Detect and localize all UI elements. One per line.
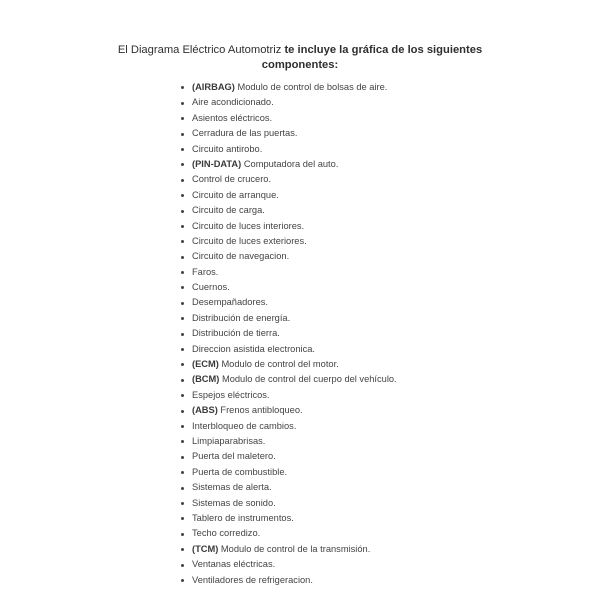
list-item: [181, 80, 397, 95]
component-text: Sistemas de alerta.: [192, 482, 272, 493]
component-text: Faros.: [192, 266, 219, 277]
component-text: Control de crucero.: [192, 174, 272, 185]
component-text: Frenos antibloqueo.: [217, 405, 303, 416]
component-text: Ventanas eléctricas.: [192, 559, 276, 570]
component-code: (BCM): [192, 374, 220, 385]
list-item: [181, 496, 397, 511]
component-text: Puerta del maletero.: [192, 451, 276, 462]
list-item: [181, 480, 397, 495]
list-item: [181, 311, 397, 326]
heading-intro-text: El Diagrama Eléctrico Automotriz: [117, 44, 285, 56]
component-code: (TCM): [192, 543, 219, 554]
component-text: Tablero de instrumentos.: [192, 512, 294, 523]
list-item: [181, 326, 397, 341]
list-item: [181, 249, 397, 264]
list-item: [181, 188, 397, 203]
list-item: [181, 388, 397, 403]
list-item: [181, 219, 397, 234]
component-text: Aire acondicionado.: [192, 97, 274, 108]
component-text: Modulo de control del cuerpo del vehículo.: [219, 374, 397, 385]
list-item: [181, 342, 397, 357]
component-code: (AIRBAG): [192, 82, 235, 92]
component-code: (ECM): [192, 359, 219, 370]
component-text: Cuernos.: [192, 282, 230, 293]
component-text: Cerradura de las puertas.: [192, 128, 298, 139]
component-text: Distribución de energía.: [192, 312, 291, 323]
list-item: [181, 357, 397, 372]
list-item: [181, 95, 397, 110]
component-text: Distribución de tierra.: [192, 328, 280, 339]
list-item: [181, 111, 397, 126]
component-text: Modulo de control del motor.: [218, 359, 339, 370]
list-item: [181, 203, 397, 218]
list-item: [181, 573, 397, 588]
list-item: [181, 557, 397, 572]
component-text: Modulo de control de bolsas de aire.: [234, 82, 388, 92]
component-text: Ventiladores de refrigeracion.: [192, 574, 313, 585]
component-text: Asientos eléctricos.: [192, 112, 273, 123]
list-item: [181, 526, 397, 541]
list-item: [181, 542, 397, 557]
list-item: [181, 234, 397, 249]
component-text: Circuito antirobo.: [192, 143, 263, 154]
component-text: Puerta de combustible.: [192, 466, 288, 477]
list-item: [181, 449, 397, 464]
list-item: [181, 511, 397, 526]
component-code: (ABS): [192, 405, 218, 416]
list-item: [181, 465, 397, 480]
list-item: [181, 280, 397, 295]
page-heading: [0, 43, 600, 73]
list-item: [181, 295, 397, 310]
component-text: Circuito de carga.: [192, 205, 265, 216]
component-text: Circuito de luces exteriores.: [192, 235, 307, 246]
component-text: Direccion asistida electronica.: [192, 343, 315, 354]
list-item: [181, 157, 397, 172]
list-item: [181, 172, 397, 187]
list-item: [181, 142, 397, 157]
component-text: Limpiaparabrisas.: [192, 435, 266, 446]
list-item: [181, 372, 397, 387]
list-item: [181, 126, 397, 141]
component-text: Interbloqueo de cambios.: [192, 420, 297, 431]
list-item: [181, 403, 397, 418]
list-item: [181, 419, 397, 434]
component-text: Sistemas de sonido.: [192, 497, 276, 508]
component-text: Circuito de luces interiores.: [192, 220, 305, 231]
component-text: Circuito de arranque.: [192, 189, 279, 200]
component-text: Modulo de control de la transmisión.: [218, 543, 371, 554]
component-list: [181, 80, 397, 588]
heading-bold-text: te incluye la gráfica de los siguientes: [284, 44, 483, 56]
component-code: (PIN-DATA): [192, 158, 242, 169]
heading-bold-text-line2: componentes:: [261, 59, 339, 71]
list-item: [181, 434, 397, 449]
list-item: [181, 265, 397, 280]
component-text: Circuito de navegacion.: [192, 251, 290, 262]
component-text: Desempañadores.: [192, 297, 268, 308]
component-text: Computadora del auto.: [241, 158, 339, 169]
component-text: Espejos eléctricos.: [192, 389, 270, 400]
component-text: Techo corredizo.: [192, 528, 261, 539]
